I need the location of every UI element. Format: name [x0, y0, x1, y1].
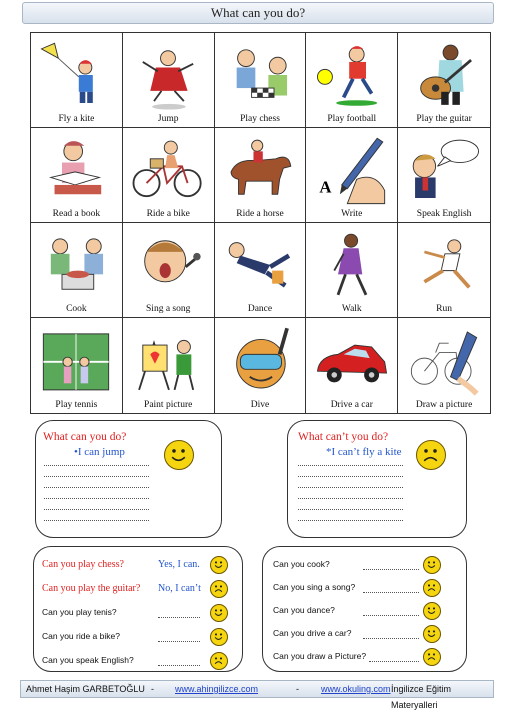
happy-face-icon [423, 602, 441, 620]
footer-link-okuling[interactable]: www.okuling.com [321, 684, 391, 694]
sad-face-icon [210, 580, 228, 598]
activity-cell [306, 318, 398, 413]
bike-icon [126, 134, 210, 206]
question-text: Can you play tenis? [42, 607, 117, 617]
activity-cell [306, 128, 398, 223]
cant-box-title: What can’t you do? [298, 431, 389, 443]
answer-line[interactable] [363, 615, 419, 616]
jumping-girl-icon [126, 39, 210, 111]
easel-icon [126, 324, 210, 396]
car-icon [310, 324, 394, 396]
activity-cell [123, 223, 215, 318]
answer-line[interactable] [363, 569, 419, 570]
activity-label: Ride a bike [146, 209, 190, 219]
cooking-icon [34, 229, 118, 301]
writing-line[interactable] [298, 498, 403, 499]
writing-line[interactable] [298, 476, 403, 477]
activity-cell [31, 128, 123, 223]
writing-line[interactable] [298, 465, 403, 466]
activity-label: Play the guitar [416, 114, 472, 124]
activity-label: Write [341, 209, 363, 219]
question-text: Can you drive a car? [273, 628, 352, 638]
activity-label: Play tennis [55, 400, 98, 410]
cant-box [287, 420, 467, 538]
activity-grid [30, 32, 491, 414]
guitar-icon [402, 39, 486, 111]
book-icon [34, 134, 118, 206]
horse-icon [218, 134, 302, 206]
singing-icon [126, 229, 210, 301]
writing-line[interactable] [44, 520, 149, 521]
happy-face-icon [423, 625, 441, 643]
answer-line[interactable] [369, 661, 419, 662]
activity-label: Drive a car [330, 400, 373, 410]
footer [20, 680, 494, 710]
activity-label: Cook [66, 304, 87, 314]
activity-label: Dance [247, 304, 273, 314]
writing-line[interactable] [44, 498, 149, 499]
happy-face-icon [210, 604, 228, 622]
sad-face-icon [423, 579, 441, 597]
footer-author: Ahmet Haşim GARBETOĞLU [26, 684, 145, 694]
activity-label: Speak English [416, 209, 472, 219]
activity-cell [123, 128, 215, 223]
happy-face-icon [210, 628, 228, 646]
sad-face-icon [423, 648, 441, 666]
sad-face-icon [416, 440, 446, 470]
activity-label: Jump [157, 114, 179, 124]
activity-label: Fly a kite [58, 114, 95, 124]
activity-cell [123, 318, 215, 413]
activity-label: Ride a horse [236, 209, 284, 219]
footer-separator: - [296, 684, 299, 694]
writing-line[interactable] [44, 465, 149, 466]
footer-separator: - [151, 684, 154, 694]
answer-text: No, I can’t [158, 583, 201, 594]
happy-face-icon [423, 556, 441, 574]
answer-line[interactable] [363, 592, 419, 593]
footer-link-ahingilizce[interactable]: www.ahingilizce.com [175, 684, 259, 694]
answer-text: Yes, I can. [158, 559, 200, 570]
kite-icon [34, 39, 118, 111]
question-text: Can you play chess? [42, 559, 124, 570]
activity-cell [306, 223, 398, 318]
writing-line[interactable] [298, 520, 403, 521]
activity-cell [398, 128, 490, 223]
happy-face-icon [164, 440, 194, 470]
writing-line[interactable] [298, 487, 403, 488]
svg-text:A: A [319, 177, 332, 197]
question-text: Can you speak English? [42, 655, 134, 665]
activity-cell [215, 128, 307, 223]
question-text: Can you play the guitar? [42, 583, 141, 594]
activity-label: Sing a song [146, 304, 191, 314]
activity-label: Read a book [52, 209, 101, 219]
football-icon [310, 39, 394, 111]
question-text: Can you ride a bike? [42, 631, 120, 641]
activity-label: Dive [250, 400, 270, 410]
question-text: Can you sing a song? [273, 582, 356, 592]
running-icon [402, 229, 486, 301]
dance-icon [218, 229, 302, 301]
right-question-box [262, 546, 467, 672]
activity-cell [123, 33, 215, 128]
motorbike-sketch-icon [402, 324, 486, 396]
activity-cell [215, 318, 307, 413]
activity-cell [398, 318, 490, 413]
activity-cell [31, 318, 123, 413]
walking-icon [310, 229, 394, 301]
tennis-court-icon [34, 324, 118, 396]
writing-line[interactable] [44, 509, 149, 510]
pen-icon [310, 134, 394, 206]
activity-label: Draw a picture [415, 400, 473, 410]
activity-cell [215, 33, 307, 128]
writing-line[interactable] [298, 509, 403, 510]
answer-line[interactable] [363, 638, 419, 639]
answer-line[interactable] [158, 617, 200, 618]
activity-cell [398, 223, 490, 318]
cant-box-example: *I can’t fly a kite [326, 446, 402, 458]
page-title: What can you do? [22, 2, 494, 24]
activity-label: Play football [327, 114, 377, 124]
activity-cell [398, 33, 490, 128]
activity-cell [215, 223, 307, 318]
sad-face-icon [210, 652, 228, 670]
speech-icon [402, 134, 486, 206]
left-question-box [33, 546, 243, 672]
activity-label: Walk [341, 304, 362, 314]
can-box-example: •I can jump [74, 446, 125, 458]
activity-cell [31, 223, 123, 318]
can-box-title: What can you do? [43, 431, 127, 443]
writing-line[interactable] [44, 476, 149, 477]
footer-tagline: İngilizce Eğitim Materyalleri [391, 684, 452, 710]
activity-cell [306, 33, 398, 128]
activity-label: Paint picture [144, 400, 193, 410]
diving-mask-icon [218, 324, 302, 396]
activity-label: Play chess [240, 114, 280, 124]
happy-face-icon [210, 556, 228, 574]
chess-icon [218, 39, 302, 111]
writing-line[interactable] [44, 487, 149, 488]
answer-line[interactable] [158, 665, 200, 666]
activity-cell [31, 33, 123, 128]
question-text: Can you dance? [273, 605, 335, 615]
question-text: Can you cook? [273, 559, 330, 569]
activity-label: Run [436, 304, 453, 314]
can-box [35, 420, 222, 538]
question-text: Can you draw a Picture? [273, 651, 367, 661]
answer-line[interactable] [158, 641, 200, 642]
